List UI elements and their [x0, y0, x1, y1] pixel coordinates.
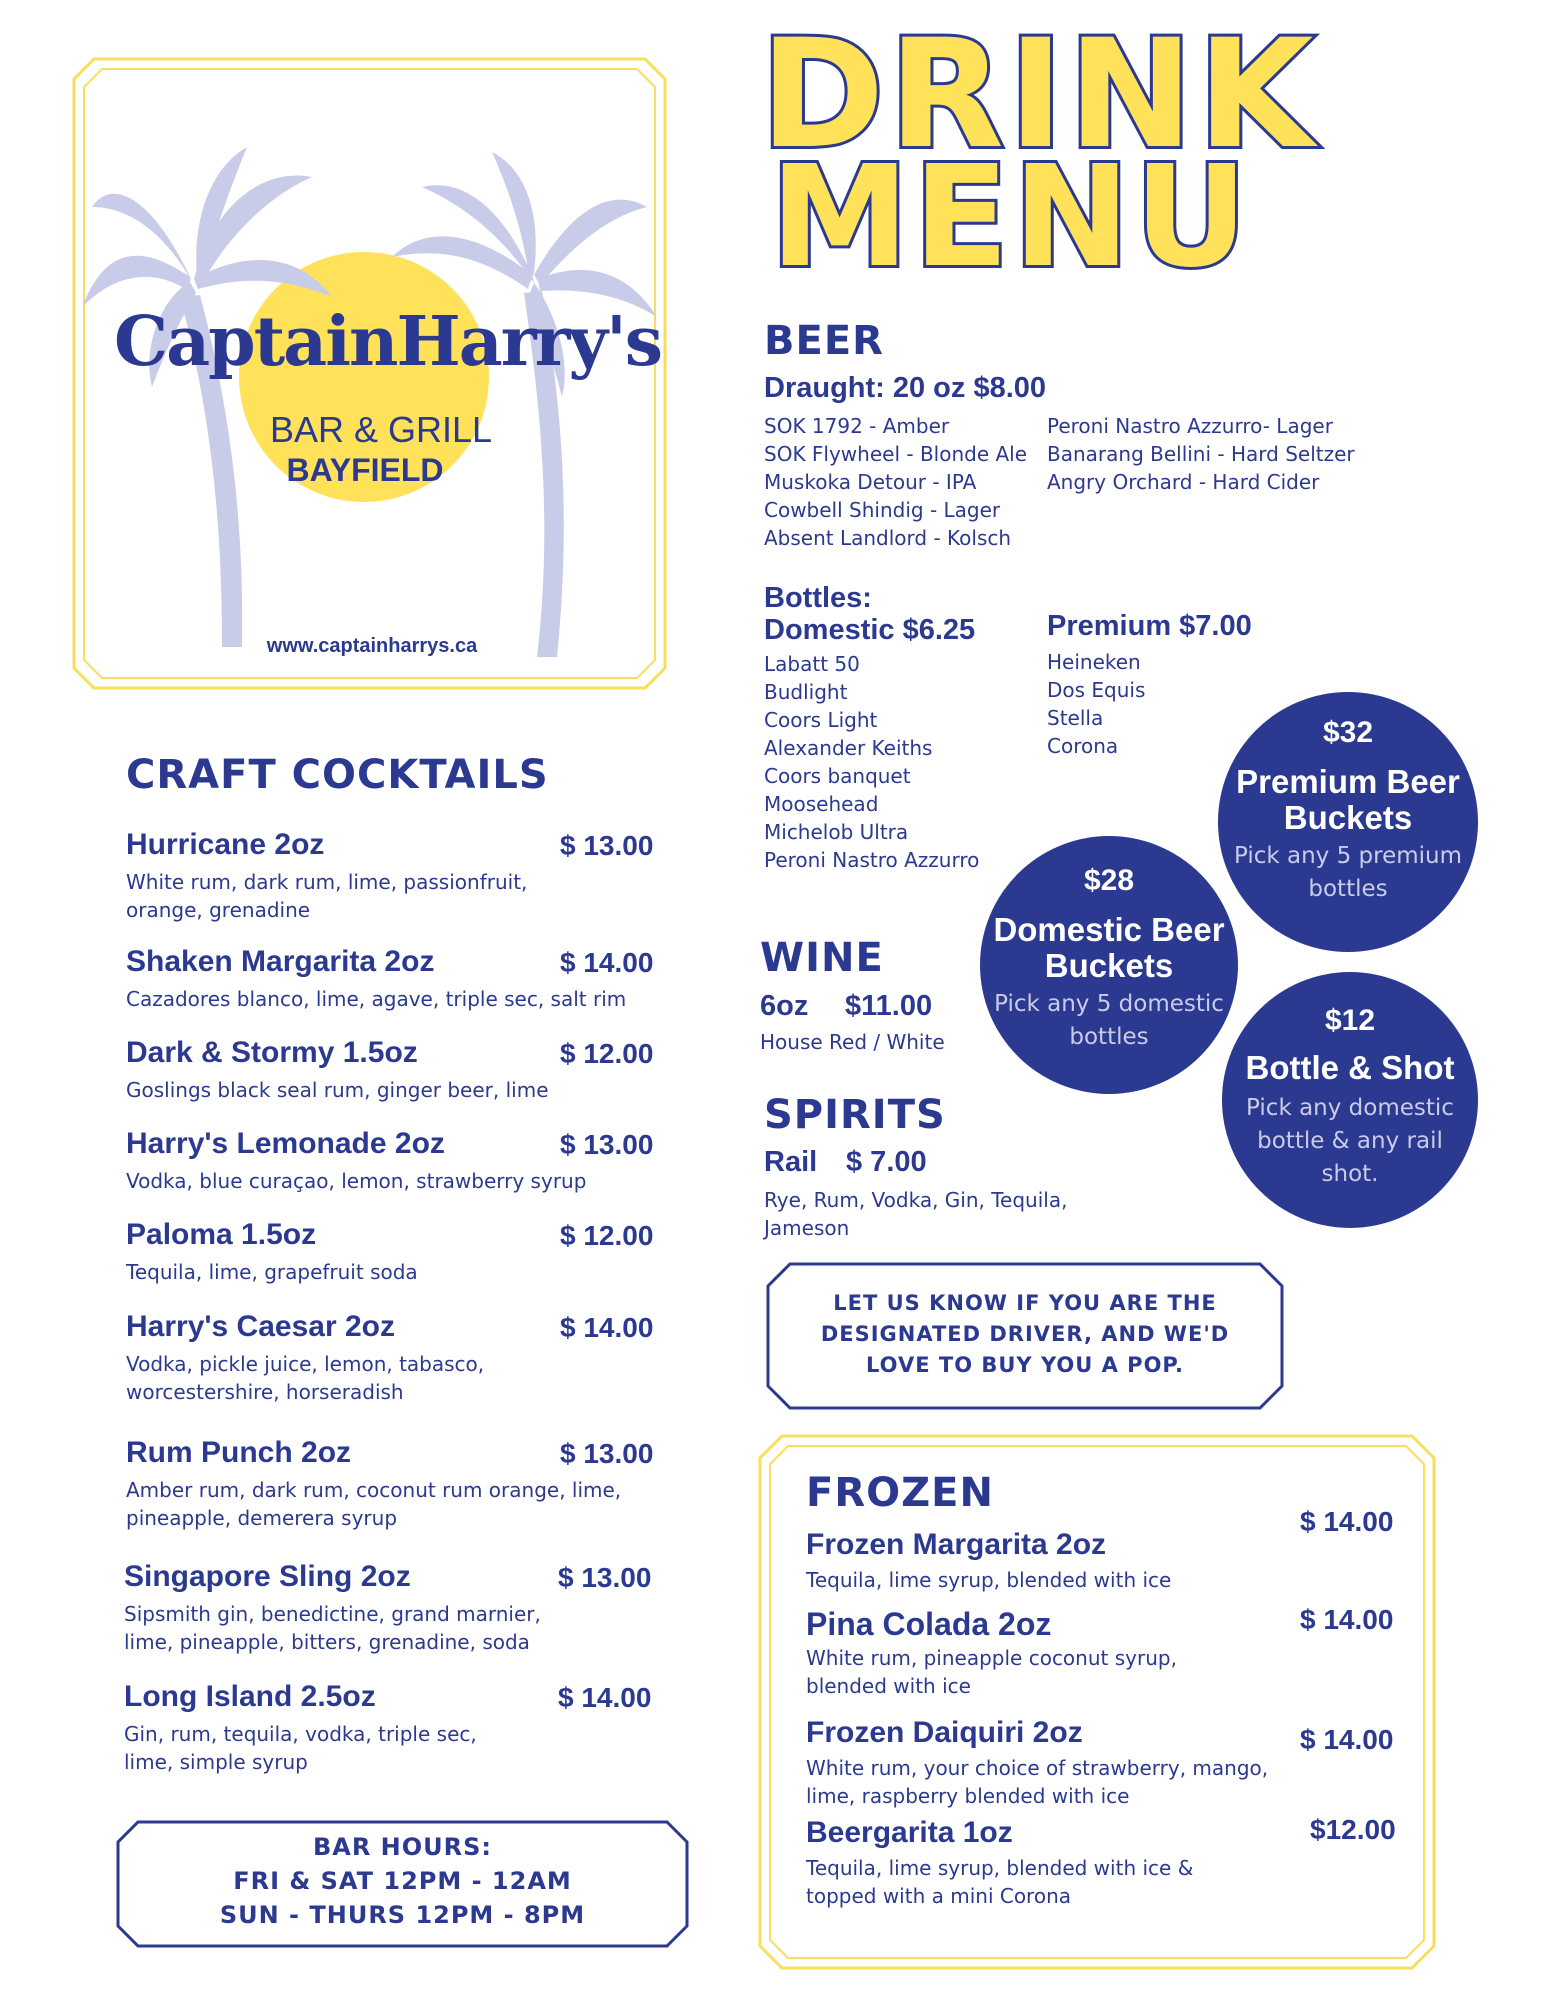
bucket-desc-2: bottles — [1069, 1024, 1149, 1050]
premium-list — [1047, 648, 1145, 760]
frozen-heading: FROZEN — [806, 1470, 994, 1516]
title-line1: DRINK — [760, 8, 1318, 182]
cocktail-price: $ 13.00 — [558, 1562, 652, 1593]
bucket-title: Premium Beer — [1236, 763, 1460, 800]
list-item: Absent Landlord - Kolsch — [764, 526, 1012, 550]
premium-bucket-badge — [1218, 692, 1478, 952]
cocktail-price: $ 12.00 — [560, 1220, 654, 1251]
cocktail-name: Harry's Lemonade 2oz — [126, 1127, 445, 1160]
logo-subtitle: BAR & GRILL — [270, 409, 493, 450]
bucket-price: $28 — [1083, 864, 1135, 897]
frozen-item-name: Frozen Daiquiri 2oz — [806, 1716, 1083, 1749]
list-item: Banarang Bellini - Hard Seltzer — [1047, 442, 1355, 466]
notice-line: DESIGNATED DRIVER, AND WE'D — [820, 1322, 1230, 1346]
bucket-desc-2: bottles — [1308, 876, 1388, 902]
domestic-list — [764, 650, 979, 874]
wine-size: 6oz — [760, 990, 809, 1022]
list-item: Angry Orchard - Hard Cider — [1047, 470, 1320, 494]
cocktail-price: $ 14.00 — [560, 1312, 654, 1343]
cocktail-name: Rum Punch 2oz — [126, 1436, 352, 1469]
cocktail-desc: Gin, rum, tequila, vodka, triple sec, — [124, 1722, 477, 1746]
list-item: Muskoka Detour - IPA — [764, 470, 977, 494]
cocktail-desc: Sipsmith gin, benedictine, grand marnier, — [124, 1602, 541, 1626]
list-item: Cowbell Shindig - Lager — [764, 498, 1001, 522]
list-item: Corona — [1047, 734, 1119, 758]
bottle-shot-badge — [1222, 972, 1478, 1228]
list-item: Labatt 50 — [764, 652, 860, 676]
list-item: SOK Flywheel - Blonde Ale — [764, 442, 1028, 466]
list-item: Budlight — [764, 680, 848, 704]
frozen-item-desc: White rum, pineapple coconut syrup, — [806, 1646, 1177, 1670]
cocktails-heading: CRAFT COCKTAILS — [126, 752, 549, 798]
spirits-desc-line: Rye, Rum, Vodka, Gin, Tequila, — [764, 1188, 1068, 1212]
frozen-item-price: $ 14.00 — [1300, 1506, 1394, 1537]
draught-list-1 — [764, 412, 1027, 552]
frozen-item-name: Beergarita 1oz — [806, 1816, 1013, 1849]
frozen-item-desc-2: topped with a mini Corona — [806, 1884, 1072, 1908]
bar-hours-box — [116, 1820, 689, 1948]
cocktail-desc: Cazadores blanco, lime, agave, triple sec, salt rim — [126, 987, 627, 1011]
cocktail-desc-2: lime, pineapple, bitters, grenadine, soda — [124, 1630, 530, 1654]
cocktail-name: Paloma 1.5oz — [126, 1218, 317, 1251]
wine-price: $11.00 — [845, 990, 933, 1022]
frozen-item-desc-2: blended with ice — [806, 1674, 971, 1698]
bucket-desc: Pick any 5 domestic — [994, 991, 1224, 1017]
bucket-desc-3: shot. — [1321, 1161, 1379, 1187]
frozen-item-name: Frozen Margarita 2oz — [806, 1528, 1107, 1561]
cocktail-price: $ 12.00 — [560, 1038, 654, 1069]
premium-label: Premium $7.00 — [1047, 610, 1252, 642]
cocktail-desc: Vodka, pickle juice, lemon, tabasco, — [126, 1352, 485, 1376]
bucket-title: Bottle & Shot — [1245, 1049, 1455, 1086]
beer-heading: BEER — [764, 318, 884, 364]
spirits-label: Rail — [764, 1146, 818, 1178]
bar-hours-weekday: SUN - THURS 12PM - 8PM — [219, 1901, 586, 1929]
frozen-item-desc: Tequila, lime syrup, blended with ice — [806, 1568, 1172, 1592]
bucket-desc: Pick any 5 premium — [1233, 843, 1463, 869]
draught-list-2 — [1047, 412, 1355, 496]
cocktail-name: Dark & Stormy 1.5oz — [126, 1036, 418, 1069]
spirits-desc-line: Jameson — [764, 1216, 850, 1240]
cocktail-name: Shaken Margarita 2oz — [126, 945, 435, 978]
list-item: Michelob Ultra — [764, 820, 909, 844]
list-item: Moosehead — [764, 792, 879, 816]
list-item: Peroni Nastro Azzurro — [764, 848, 980, 872]
list-item: Alexander Keiths — [764, 736, 933, 760]
spirits-price: $ 7.00 — [846, 1146, 927, 1178]
notice-line: LET US KNOW IF YOU ARE THE — [833, 1291, 1217, 1315]
bucket-title-2: Buckets — [1283, 799, 1413, 836]
frozen-item-price: $ 14.00 — [1300, 1604, 1394, 1635]
spirits-heading: SPIRITS — [764, 1092, 946, 1138]
cocktail-price: $ 13.00 — [560, 830, 654, 861]
spirits-desc — [764, 1186, 1067, 1242]
cocktail-desc: White rum, dark rum, lime, passionfruit, — [126, 870, 528, 894]
bucket-title-2: Buckets — [1044, 947, 1174, 984]
list-item: Coors Light — [764, 708, 878, 732]
list-item: Stella — [1047, 706, 1104, 730]
cocktail-price: $ 14.00 — [560, 947, 654, 978]
bucket-title: Domestic Beer — [993, 911, 1225, 948]
list-item: SOK 1792 - Amber — [764, 414, 950, 438]
cocktail-name: Hurricane 2oz — [126, 828, 325, 861]
frozen-item-desc: White rum, your choice of strawberry, mango, — [806, 1756, 1269, 1780]
frozen-item-desc: Tequila, lime syrup, blended with ice & — [806, 1856, 1194, 1880]
frozen-item-price: $ 14.00 — [1300, 1724, 1394, 1755]
list-item: Peroni Nastro Azzurro- Lager — [1047, 414, 1333, 438]
notice-line: LOVE TO BUY YOU A POP. — [866, 1353, 1184, 1377]
cocktail-desc: Vodka, blue curaçao, lemon, strawberry syrup — [126, 1169, 587, 1193]
logo-panel — [72, 57, 667, 690]
cocktail-desc: Amber rum, dark rum, coconut rum orange, lime, — [126, 1478, 622, 1502]
cocktail-name: Singapore Sling 2oz — [124, 1560, 411, 1593]
bar-hours-weekend: FRI & SAT 12PM - 12AM — [233, 1867, 572, 1895]
frozen-item-price: $12.00 — [1310, 1814, 1396, 1845]
cocktail-price: $ 13.00 — [560, 1438, 654, 1469]
cocktail-desc-2: orange, grenadine — [126, 898, 311, 922]
title-line2: MENU — [770, 136, 1252, 299]
bucket-desc-2: bottle & any rail — [1257, 1128, 1443, 1154]
cocktail-name: Long Island 2.5oz — [124, 1680, 376, 1713]
cocktail-desc: Goslings black seal rum, ginger beer, lime — [126, 1078, 549, 1102]
bucket-desc: Pick any domestic — [1246, 1095, 1454, 1121]
cocktail-desc-2: lime, simple syrup — [124, 1750, 308, 1774]
frozen-item-desc-2: lime, raspberry blended with ice — [806, 1784, 1130, 1808]
cocktail-desc-2: worcestershire, horseradish — [126, 1380, 404, 1404]
bucket-price: $12 — [1324, 1004, 1376, 1037]
wine-heading: WINE — [760, 935, 884, 981]
bottles-label: Bottles: — [764, 582, 872, 614]
logo-location: BAYFIELD — [286, 452, 444, 488]
list-item: Heineken — [1047, 650, 1141, 674]
logo-website: www.captainharrys.ca — [266, 635, 478, 657]
bar-hours-title: BAR HOURS: — [312, 1833, 493, 1861]
wine-desc: House Red / White — [760, 1030, 945, 1054]
list-item: Coors banquet — [764, 764, 911, 788]
logo-name: CaptainHarry's — [114, 302, 662, 382]
frozen-item-name: Pina Colada 2oz — [806, 1606, 1052, 1642]
bucket-price: $32 — [1322, 716, 1374, 749]
cocktail-desc-2: pineapple, demerera syrup — [126, 1506, 398, 1530]
designated-driver-notice — [766, 1262, 1284, 1410]
list-item: Dos Equis — [1047, 678, 1146, 702]
cocktail-price: $ 14.00 — [558, 1682, 652, 1713]
cocktail-name: Harry's Caesar 2oz — [126, 1310, 395, 1343]
domestic-label: Domestic $6.25 — [764, 614, 976, 646]
draught-label: Draught: 20 oz $8.00 — [764, 372, 1047, 404]
domestic-bucket-badge — [980, 836, 1238, 1094]
cocktail-price: $ 13.00 — [560, 1129, 654, 1160]
cocktail-desc: Tequila, lime, grapefruit soda — [126, 1260, 418, 1284]
